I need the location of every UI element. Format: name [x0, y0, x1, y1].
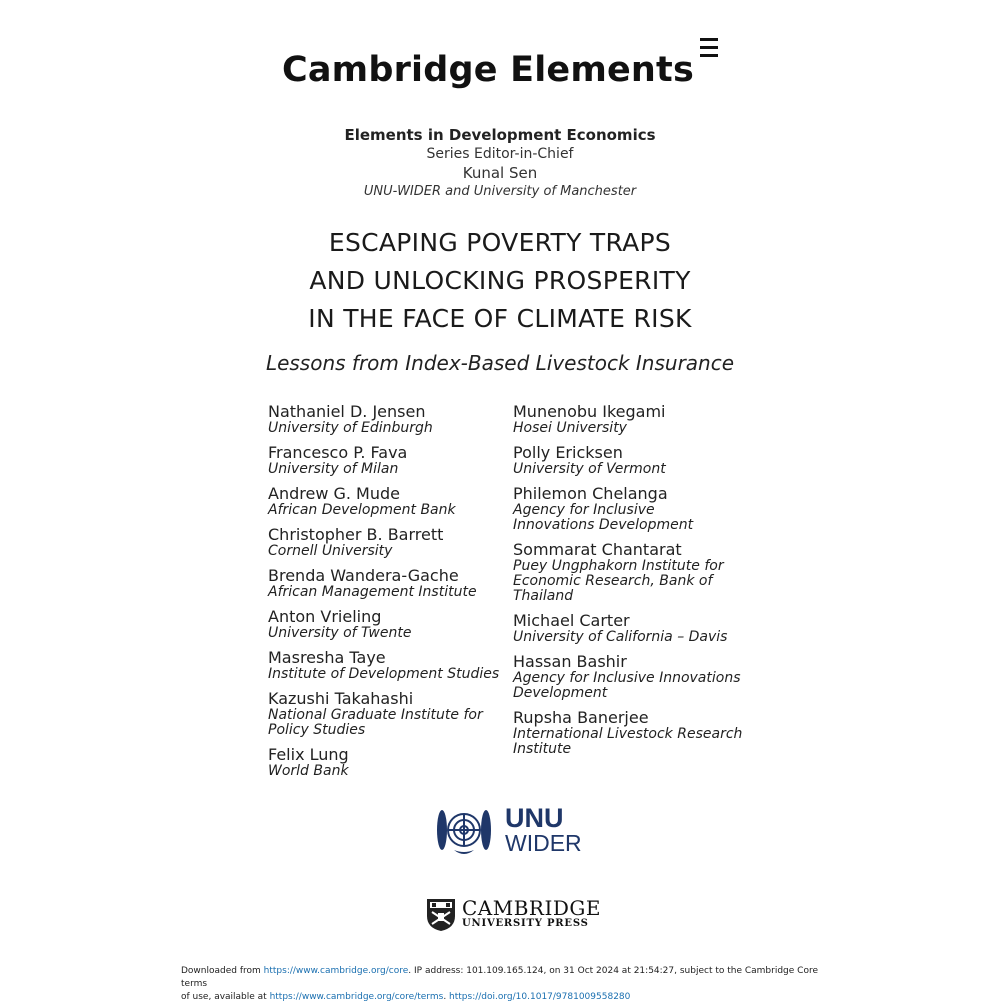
wider-text: WIDER	[505, 830, 582, 856]
author-affiliation: University of Edinburgh	[268, 420, 433, 436]
series-info	[0, 126, 1000, 201]
author-affiliation: Development	[513, 685, 608, 701]
doi-link[interactable]: https://doi.org/10.1017/9781009558280	[449, 992, 631, 1002]
author-affiliation: Agency for Inclusive Innovations	[513, 670, 741, 686]
cambridge-university-press-logo	[426, 896, 606, 936]
author-name: Philemon Chelanga	[513, 484, 668, 503]
author-name: Munenobu Ikegami	[513, 402, 666, 421]
footer-ip-text: . IP address: 101.109.165.124, on 31 Oct 2024 at 21:54:27, subject to the Cambridge Core terms	[181, 966, 818, 989]
author-affiliation: Economic Research, Bank of Thailand	[513, 573, 713, 604]
author-entry	[268, 402, 513, 436]
author-entry	[268, 525, 513, 559]
author-affiliation: University of Vermont	[513, 461, 666, 477]
cambridge-elements-logo	[0, 50, 1000, 90]
author-name: Anton Vrieling	[268, 607, 382, 626]
unu-text: UNU	[505, 803, 564, 833]
footer-line-2	[181, 991, 841, 1004]
author-affiliation: University of Twente	[268, 625, 412, 641]
author-affiliation: African Management Institute	[268, 584, 477, 600]
author-affiliation: University of California – Davis	[513, 629, 728, 645]
author-name: Andrew G. Mude	[268, 484, 400, 503]
author-affiliation: International Livestock Research	[513, 726, 743, 742]
cup-press-text: UNIVERSITY PRESS	[462, 918, 589, 929]
author-entry	[268, 443, 513, 477]
book-title-line: IN THE FACE OF CLIMATE RISK	[308, 304, 692, 333]
series-editor-affiliation: UNU-WIDER and University of Manchester	[363, 184, 637, 199]
author-name: Felix Lung	[268, 745, 349, 764]
author-entry	[513, 708, 773, 757]
author-entry	[513, 611, 773, 645]
author-affiliation: University of Milan	[268, 461, 399, 477]
author-name: Rupsha Banerjee	[513, 708, 649, 727]
author-entry	[268, 607, 513, 641]
author-entry	[268, 745, 513, 779]
book-title-line: AND UNLOCKING PROSPERITY	[309, 266, 691, 295]
author-entry	[268, 484, 513, 518]
footer-prefix: Downloaded from	[181, 966, 264, 976]
author-affiliation: Policy Studies	[268, 722, 366, 738]
book-title-line: ESCAPING POVERTY TRAPS	[328, 228, 672, 257]
author-affiliation: Innovations Development	[513, 517, 694, 533]
author-name: Nathaniel D. Jensen	[268, 402, 426, 421]
author-name: Brenda Wandera-Gache	[268, 566, 459, 585]
un-emblem-icon	[432, 800, 496, 860]
footer-terms-prefix: of use, available at	[181, 992, 270, 1002]
author-affiliation: Agency for Inclusive	[513, 502, 655, 518]
author-entry	[268, 689, 513, 738]
book-subtitle: Lessons from Index-Based Livestock Insurance	[265, 351, 735, 375]
series-title: Elements in Development Economics	[344, 126, 656, 144]
author-entry	[513, 484, 773, 533]
author-affiliation: Hosei University	[513, 420, 627, 436]
series-editor-name: Kunal Sen	[462, 164, 538, 182]
author-entry	[513, 443, 773, 477]
author-name: Michael Carter	[513, 611, 630, 630]
elements-mark-icon	[700, 38, 718, 62]
author-name: Christopher B. Barrett	[268, 525, 444, 544]
download-footer	[181, 965, 841, 1004]
unu-wider-logo	[432, 800, 602, 860]
author-affiliation: World Bank	[268, 763, 349, 779]
author-affiliation: Cornell University	[268, 543, 393, 559]
authors-left-column	[268, 402, 513, 786]
author-affiliation: Institute of Development Studies	[268, 666, 500, 682]
author-affiliation: Institute	[513, 741, 572, 757]
author-name: Francesco P. Fava	[268, 443, 408, 462]
cambridge-crest-icon	[426, 898, 456, 932]
brand-name: Cambridge Elements	[281, 50, 695, 90]
author-name: Masresha Taye	[268, 648, 386, 667]
footer-line-1	[181, 965, 841, 991]
cup-name-text: CAMBRIDGE	[462, 896, 601, 920]
author-name: Sommarat Chantarat	[513, 540, 682, 559]
series-editor-label: Series Editor-in-Chief	[426, 146, 574, 162]
author-name: Kazushi Takahashi	[268, 689, 414, 708]
author-name: Hassan Bashir	[513, 652, 627, 671]
author-entry	[268, 566, 513, 600]
author-affiliation: African Development Bank	[268, 502, 456, 518]
author-entry	[513, 540, 773, 604]
author-affiliation: Puey Ungphakorn Institute for	[513, 558, 724, 574]
cambridge-core-link[interactable]: https://www.cambridge.org/core	[263, 966, 409, 976]
author-entry	[268, 648, 513, 682]
author-entry	[513, 402, 773, 436]
author-name: Polly Ericksen	[513, 443, 623, 462]
author-entry	[513, 652, 773, 701]
author-affiliation: National Graduate Institute for	[268, 707, 483, 723]
book-title	[0, 224, 1000, 338]
authors-right-column	[513, 402, 773, 764]
footer-separator: .	[443, 992, 450, 1002]
terms-link[interactable]: https://www.cambridge.org/core/terms	[269, 992, 444, 1002]
